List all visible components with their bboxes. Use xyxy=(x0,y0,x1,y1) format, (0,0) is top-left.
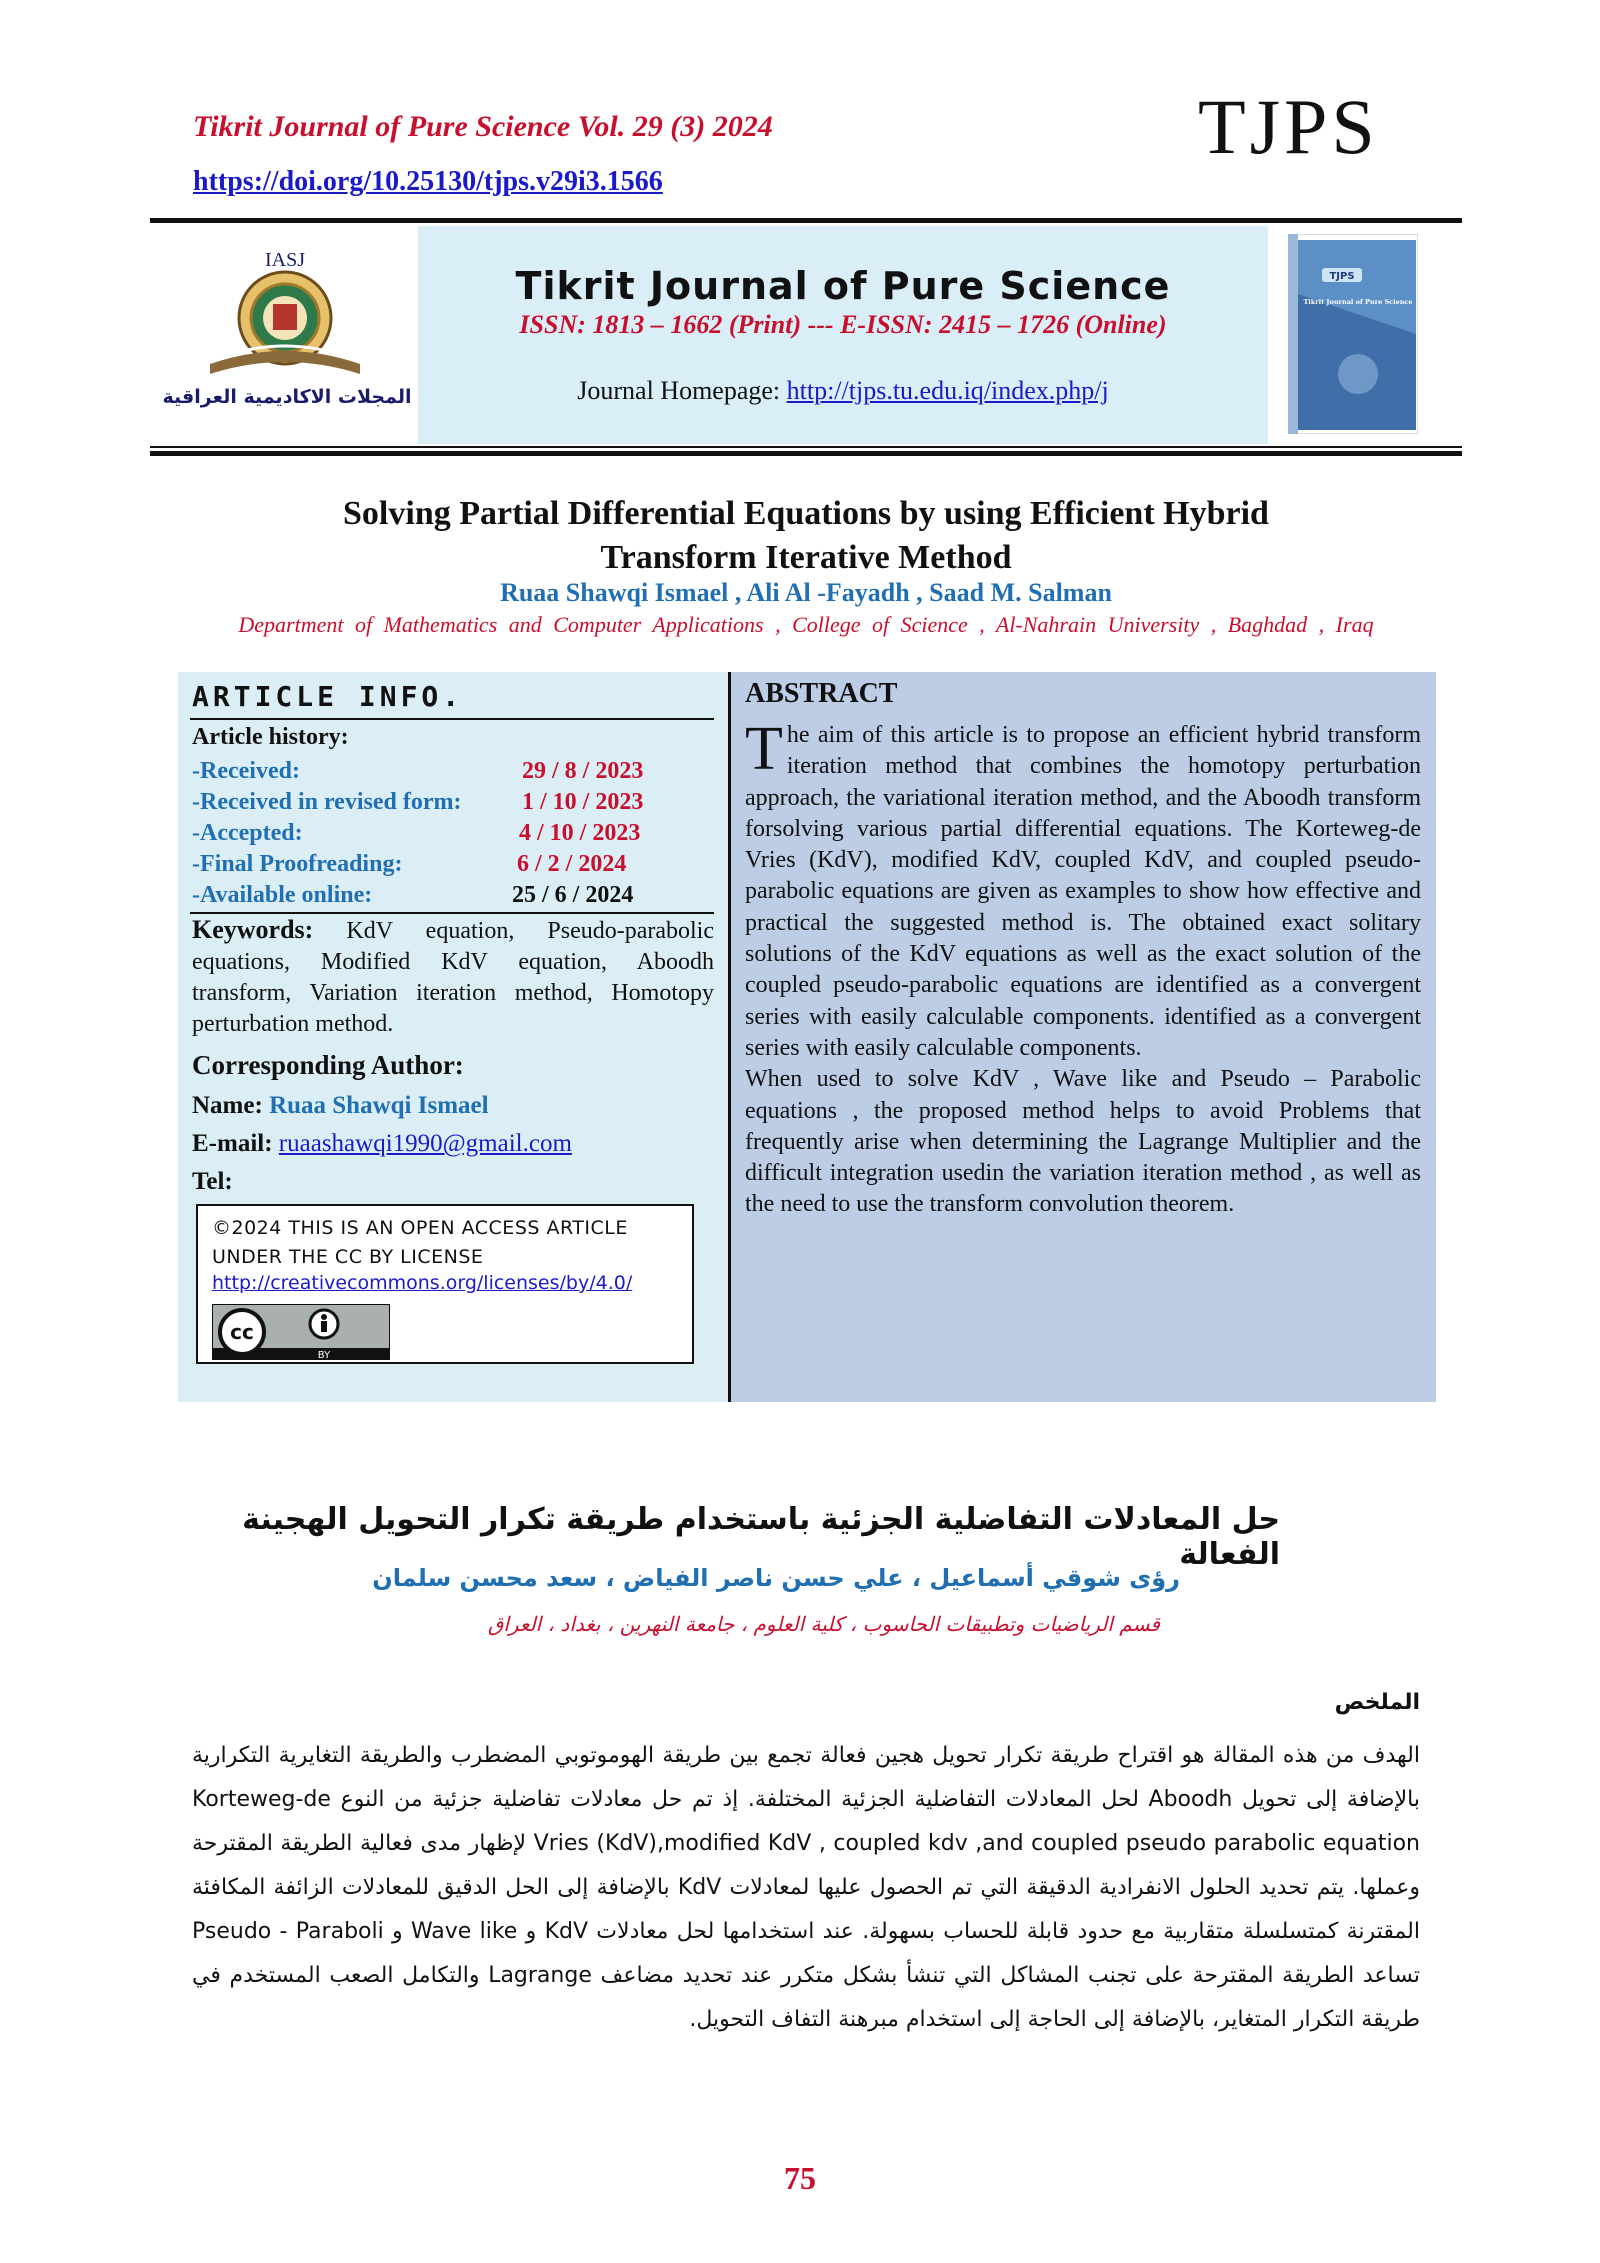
article-info-panel xyxy=(178,672,728,1402)
homepage-link[interactable]: http://tjps.tu.edu.iq/index.php/j xyxy=(786,376,1109,405)
article-info-heading: ARTICLE INFO. xyxy=(192,680,464,713)
license-box xyxy=(196,1204,694,1364)
iasj-logo-area xyxy=(150,226,418,444)
homepage-label: Journal Homepage: xyxy=(577,376,787,405)
cover-title-text: Tikrit Journal of Pure Science xyxy=(1303,298,1413,306)
abstract-panel xyxy=(731,672,1436,1402)
arabic-title: حل المعادلات التفاضلية الجزئية باستخدام طريقة تكرار التحويل الهجينة الفعالة xyxy=(242,1502,1280,1572)
history-row-label: -Accepted: xyxy=(192,820,303,846)
name-label: Name: xyxy=(192,1092,263,1119)
logo-top-text: IASJ xyxy=(264,249,306,271)
history-row-value: 29 / 8 / 2023 xyxy=(522,758,644,784)
info-divider xyxy=(190,718,714,720)
keywords-label: Keywords: xyxy=(192,915,314,944)
history-row xyxy=(192,851,712,883)
history-row-label: -Final Proofreading: xyxy=(192,851,403,877)
history-row-value: 25 / 6 / 2024 xyxy=(512,882,634,908)
history-row-label: -Received: xyxy=(192,758,300,784)
article-authors: Ruaa Shawqi Ismael , Ali Al -Fayadh , Saad M. Salman xyxy=(500,578,1112,607)
email-label: E-mail: xyxy=(192,1130,273,1157)
banner-title: Tikrit Journal of Pure Science xyxy=(515,264,1171,308)
history-row-value: 1 / 10 / 2023 xyxy=(522,789,644,815)
history-row xyxy=(192,820,712,852)
iasj-arabic-text: المجلات الاكاديمية العراقية xyxy=(162,386,412,408)
banner-homepage xyxy=(418,376,1268,406)
history-row xyxy=(192,882,712,914)
abstract-body xyxy=(745,715,1421,1221)
keywords-block xyxy=(192,914,714,1040)
corresponding-author-label: Corresponding Author: xyxy=(192,1050,464,1080)
arabic-abstract-body: الهدف من هذه المقالة هو اقتراح طريقة تكرار تحويل هجين فعالة تجمع بين طريقة الهوموتوبي المضطرب والطريقة التغايرية التكرارية بالإضافة إلى تحويل Aboodh لحل المعادلات التفاضلية الجزئية المختلفة. إذ تم حل معادلات تفاضلية جزئية من النوع Korteweg-de Vries (KdV),modified KdV , coupled kdv ,and coupled pseudo parabolic equation لإظهار مدى فعالية الطريقة المقترحة وعملها. يتم تحديد الحلول الانفرادية الدقيقة التي تم الحصول عليها لمعادلات KdV بالإضافة إلى الحل الدقيق للمعادلات الزائفة المكافئة المقترنة كمتسلسلة متقاربية مع حدود قابلة للحساب بسهولة. عند استخدامها لحل معادلات KdV و Wave like و Pseudo - Paraboli تساعد الطريقة المقترحة على تجنب المشاكل التي تنشأ بشكل متكرر عند تحديد مضاعف Lagrange والتكامل الصعب المستخدم في طريقة التكرار المتغاير، بالإضافة إلى الحاجة إلى استخدام مبرهنة التفاف التحويل. xyxy=(192,1743,1420,2032)
arabic-authors: رؤى شوقي أسماعيل ، علي حسن ناصر الفياض ، سعد محسن سلمان xyxy=(372,1564,1180,1592)
title-line-1: Solving Partial Differential Equations by using Efficient Hybrid xyxy=(343,495,1269,532)
history-label: Article history: xyxy=(192,724,349,750)
journal-brand: TJPS xyxy=(1198,83,1379,170)
history-row xyxy=(192,758,712,790)
license-link[interactable]: http://creativecommons.org/licenses/by/4.0/ xyxy=(212,1272,633,1294)
abstract-dropcap: T xyxy=(745,715,783,783)
history-row xyxy=(192,789,712,821)
keywords-text: KdV equation, Pseudo-parabolic equations, Modified KdV equation, Aboodh transform, Variation iteration method, Homotopy perturbation method. xyxy=(192,918,714,1037)
banner-center xyxy=(418,226,1268,444)
article-title xyxy=(150,492,1462,580)
page-number: 75 xyxy=(784,2160,816,2196)
banner-issn: ISSN: 1813 – 1662 (Print) --- E-ISSN: 2415 – 1726 (Online) xyxy=(519,310,1167,339)
header-rule-bottom xyxy=(150,451,1462,456)
journal-banner xyxy=(150,226,1462,444)
author-email-link[interactable]: ruaashawqi1990@gmail.com xyxy=(278,1130,572,1157)
abstract-paragraph-1: he aim of this article is to propose an efficient hybrid transform iteration method that combines the homotopy perturbation approach, the variational iteration method, and the Aboodh transform forsolving various partial differential equations. The Korteweg-de Vries (KdV), modified KdV, coupled KdV, and coupled pseudo-parabolic equations are given as examples to show how effective and practical the suggested method is. The obtained exact solitary solutions of the KdV equations as well as the exact solution of the coupled pseudo-parabolic equations are identified as a convergent series with easily calculable components. identified as a convergent series with easily calculable components. xyxy=(745,722,1421,1061)
doi-link[interactable]: https://doi.org/10.25130/tjps.v29i3.1566 xyxy=(193,166,663,197)
arabic-affiliation: قسم الرياضيات وتطبيقات الحاسوب ، كلية العلوم ، جامعة النهرين ، بغداد ، العراق xyxy=(487,1612,1160,1636)
cc-by-text: BY xyxy=(317,1350,331,1360)
tel-label: Tel: xyxy=(192,1168,233,1195)
license-text: ©2024 THIS IS AN OPEN ACCESS ARTICLE UNDER THE CC BY LICENSE xyxy=(212,1217,628,1268)
cc-by-license-icon[interactable] xyxy=(212,1304,390,1360)
article-affiliation: Department of Mathematics and Computer Applications , College of Science , Al-Nahrain University , Baghdad , Iraq xyxy=(238,612,1374,637)
cc-text: cc xyxy=(230,1320,254,1344)
history-row-label: -Received in revised form: xyxy=(192,789,462,815)
author-email-row xyxy=(192,1130,572,1158)
arabic-abstract-heading: الملخص xyxy=(1334,1690,1420,1715)
header-rule-thin xyxy=(150,446,1462,448)
header-rule-top xyxy=(150,218,1462,223)
abstract-heading: ABSTRACT xyxy=(745,678,898,709)
journal-cover-image xyxy=(1288,234,1418,434)
iasj-logo-icon xyxy=(190,246,380,386)
cover-badge-text: TJPS xyxy=(1329,271,1355,282)
journal-cover-area xyxy=(1268,226,1462,444)
title-line-2: Transform Iterative Method xyxy=(600,539,1012,576)
author-name-row xyxy=(192,1092,489,1120)
author-name: Ruaa Shawqi Ismael xyxy=(269,1092,489,1119)
abstract-paragraph-2: When used to solve KdV , Wave like and Pseudo – Parabolic equations , the proposed method helps to avoid Problems that frequently arise when determining the Lagrange Multiplier and the difficult integration usedin the variation iteration method , as well as the need to use the transform convolution theorem. xyxy=(745,1066,1421,1218)
history-row-value: 4 / 10 / 2023 xyxy=(519,820,641,846)
journal-citation: Tikrit Journal of Pure Science Vol. 29 (3) 2024 xyxy=(193,110,773,143)
history-row-value: 6 / 2 / 2024 xyxy=(517,851,627,877)
history-row-label: -Available online: xyxy=(192,882,373,908)
